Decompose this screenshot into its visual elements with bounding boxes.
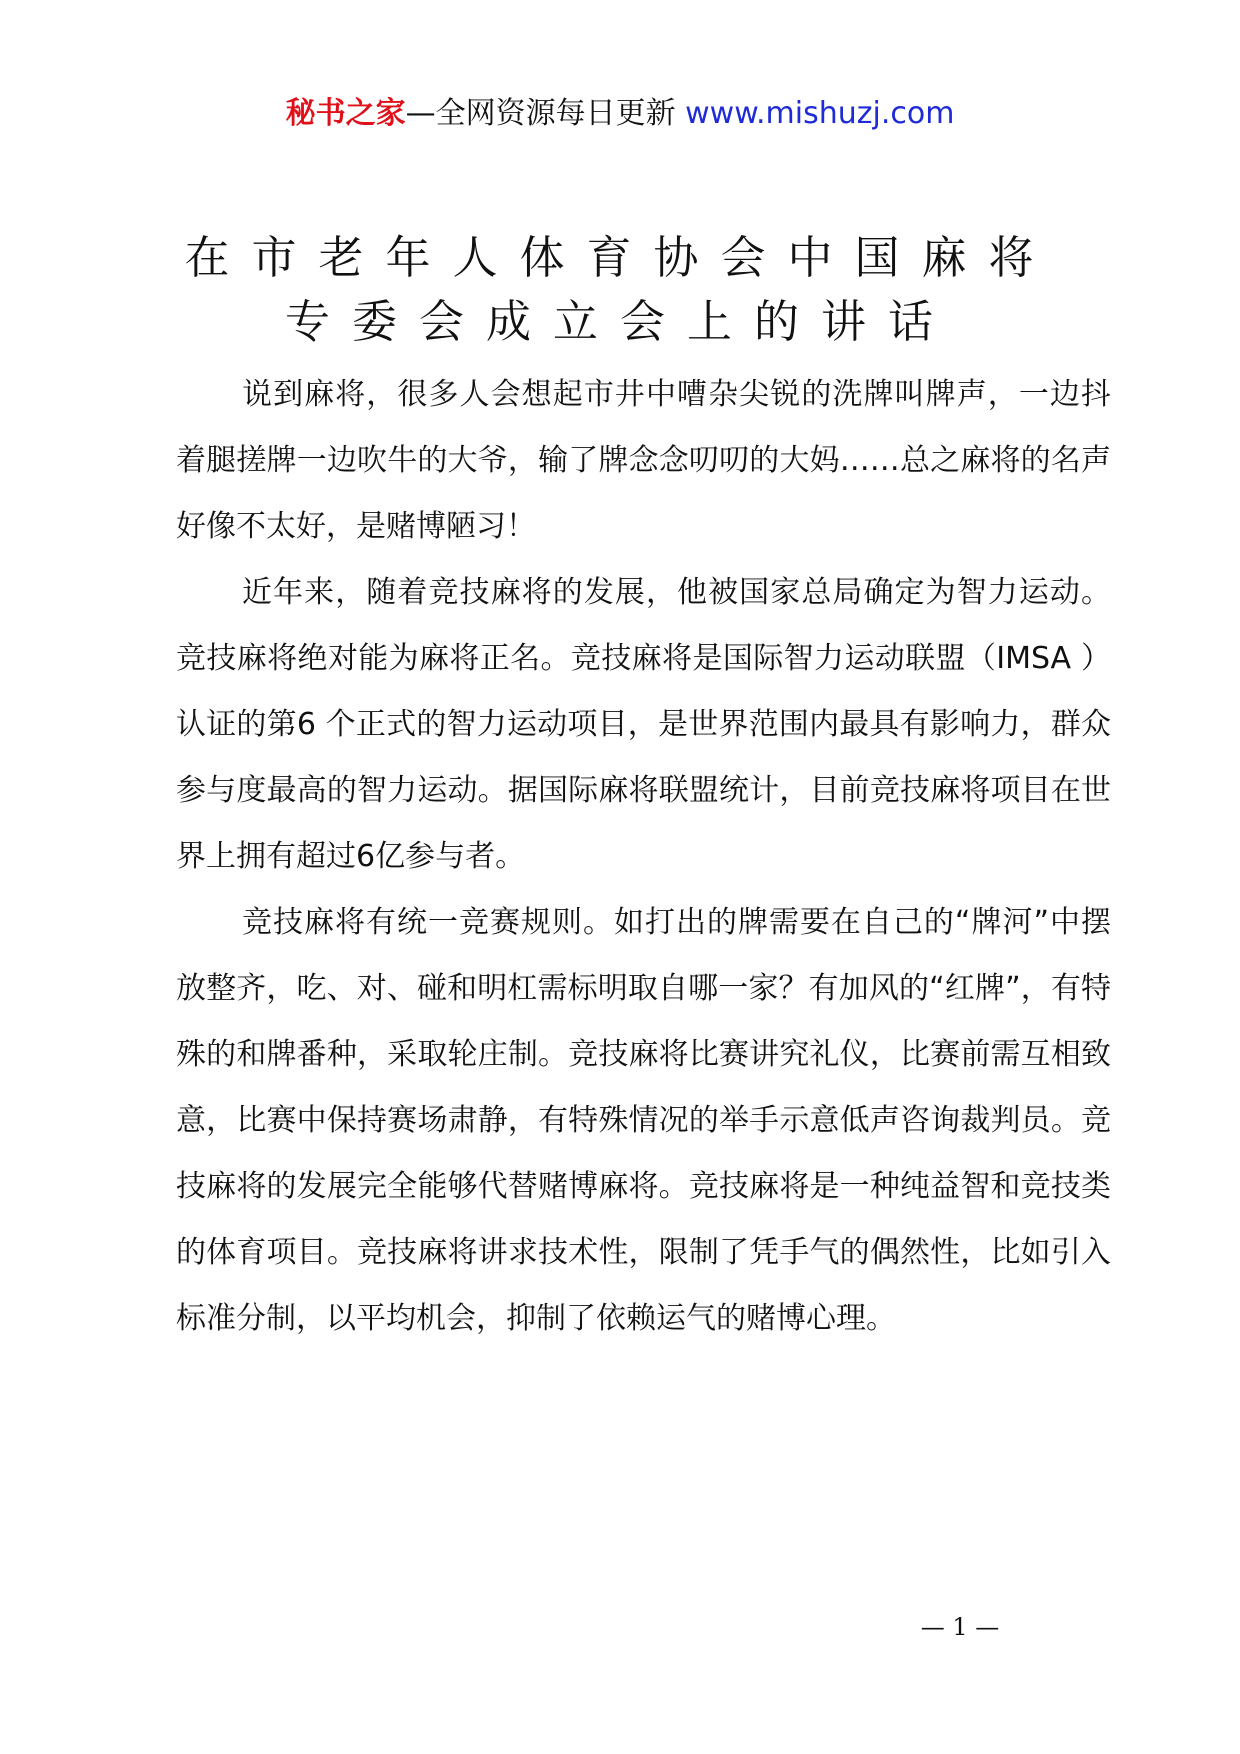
paragraph: 说到麻将，很多人会想起市井中嘈杂尖锐的洗牌叫牌声，一边抖着腿搓牌一边吹牛的大爷，输了牌念念叨叨的大妈……总之麻将的名声好像不太好，是赌博陋习！: [176, 377, 1111, 544]
paragraph: 竞技麻将有统一竞赛规则。如打出的牌需要在自己的“牌河”中摆放整齐，吃、对、碰和明杠需标明取自哪一家？有加风的“红牌”，有特殊的和牌番种，采取轮庄制。竞技麻将比赛讲究礼仪，比赛前需互相致意，比赛中保持赛场肃静，有特殊情况的举手示意低声咨询裁判员。竞技麻将的发展完全能够代替赌博麻将。竞技麻将是一种纯益智和竞技类的体育项目。竞技麻将讲求技术性，限制了凭手气的偶然性，比如引入标准分制，以平均机会，抑制了依赖运气的赌博心理。: [176, 905, 1111, 1336]
brand-name: 秘书之家: [285, 96, 406, 131]
document-body: [176, 362, 1111, 1352]
site-url-link[interactable]: www.mishuzj.com: [685, 96, 955, 131]
page-number: — 1 —: [920, 1613, 1000, 1641]
header-tagline: —全网资源每日更新: [405, 96, 676, 131]
paragraph: 近年来，随着竞技麻将的发展，他被国家总局确定为智力运动。竞技麻将绝对能为麻将正名。竞技麻将是国际智力运动联盟（IMSA ）认证的第6 个正式的智力运动项目，是世界范围内最具有影响力，群众参与度最高的智力运动。据国际麻将联盟统计，目前竞技麻将项目在世界上拥有超过6亿参与者。: [176, 575, 1111, 874]
document-title-line-2: 专委会成立会上的讲话: [284, 295, 955, 348]
site-header: [0, 94, 1240, 134]
document-title-line-1: 在市老年人体育协会中国麻将: [184, 231, 1056, 284]
